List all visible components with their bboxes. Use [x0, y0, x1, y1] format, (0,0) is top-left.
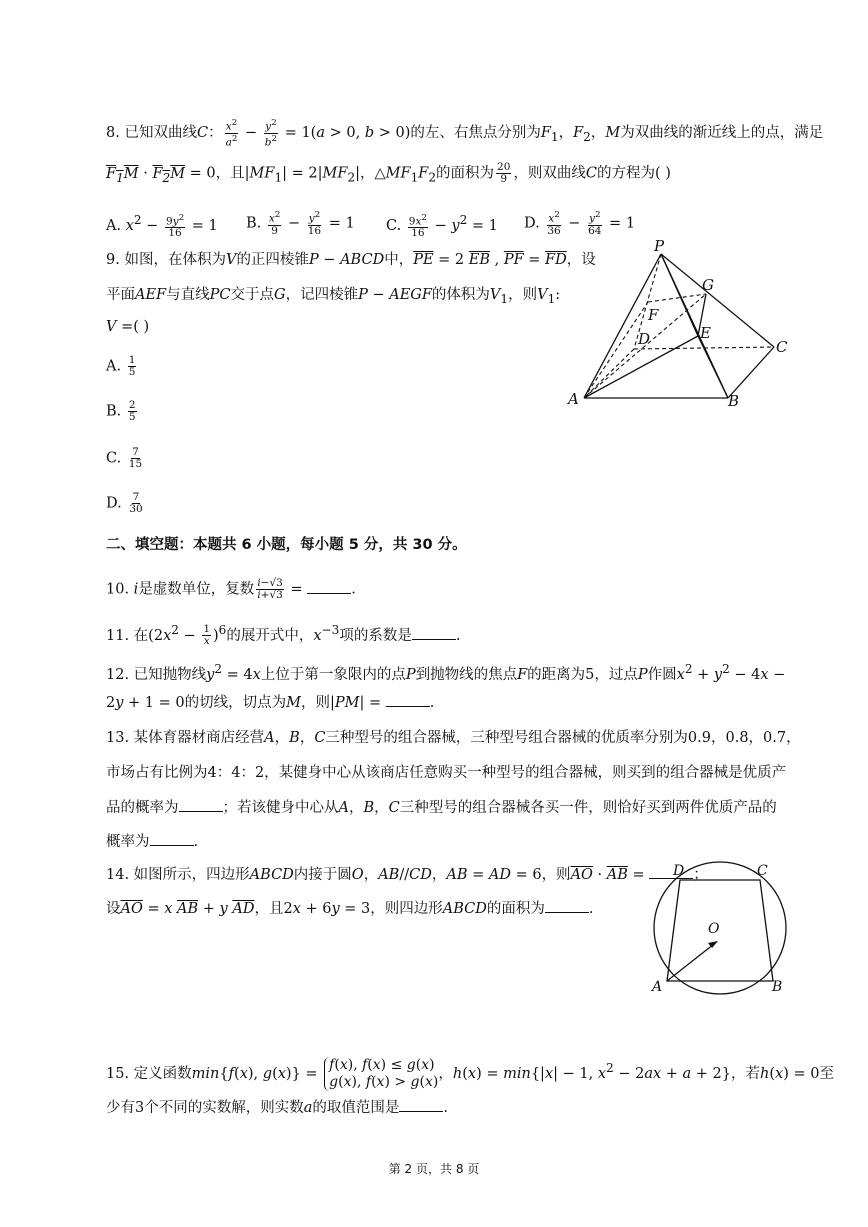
- q8-text-g: 的方程为( ): [597, 165, 671, 182]
- circle-figure: [640, 855, 800, 1005]
- q8-text-e: 的面积为: [436, 165, 495, 182]
- q8-frac-y: $\frac{y^2}{b^2}$: [264, 118, 278, 148]
- pyramid-label-g: G: [702, 276, 714, 294]
- q12-line1: 12. 已知抛物线$y^2 = 4x$上位于第一象限内的点P到抛物线的焦点F的距离为5，过点P作圆$x^2 + y^2 - 4x$ −: [106, 662, 786, 683]
- q13-blank-1[interactable]: [179, 797, 223, 812]
- q13-line3: 品的概率为 ；若该健身中心从A，B，C三种型号的组合器械各买一件，则恰好买到两件优质产品的: [106, 797, 777, 818]
- q13-line2: 市场占有比例为4：4：2，某健身中心从该商店任意购买一种型号的组合器械，则买到的组合器械是优质产: [106, 765, 787, 781]
- circle-label-a: A: [652, 979, 663, 995]
- q14-line1: 14. 如图所示，四边形ABCD内接于圆O，AB//CD，AB = AD = 6，则$\overline{AO} \cdot \overline{AB}$ = ；: [106, 864, 708, 885]
- q9-option-b: B. $\frac{2}{5}$: [106, 399, 136, 423]
- q11-line: 11. 在($2x^2$ − $\frac{1}{x}$ )$^6$的展开式中，$x^{-3}$项的系数是 .: [106, 623, 461, 648]
- q9-line2: 平面AEF与直线PC交于点G，记四棱锥P − AEGF的体积为$V_1$，则$V_1$:: [106, 287, 561, 306]
- pyramid-label-a: A: [568, 390, 579, 408]
- q12-blank[interactable]: [386, 692, 430, 707]
- q8-number: 8. 已知双曲线: [106, 125, 197, 141]
- q8-text-f: ，则双曲线: [513, 165, 586, 182]
- pyramid-label-p: P: [654, 240, 665, 255]
- q8-option-d: D. $\frac{x^2}{36}$ − $\frac{y^2}{64}$ = 1: [524, 210, 636, 237]
- page-footer: 第 2 页，共 8 页: [388, 1162, 480, 1176]
- circle-label-o: O: [708, 921, 720, 937]
- q9-option-a: A. $\frac{1}{5}$: [106, 354, 136, 378]
- q8-text-b: 为双曲线的渐近线上的点，满足: [620, 125, 824, 141]
- pyramid-label-c: C: [776, 338, 788, 356]
- circle-label-d: D: [673, 863, 685, 879]
- q8-text-d: ，△: [360, 165, 386, 182]
- q15-line2: 少有3个不同的实数解，则实数a的取值范围是 .: [106, 1097, 448, 1118]
- q14-line2: 设$\overline{AO} = x$ $\overline{AB} + y$ $\overline{AD}$，且2x + 6y = 3，则四边形ABCD的面积为 .: [106, 898, 594, 919]
- piecewise-brace: f(x), f(x) ≤ g(x) g(x), f(x) > g(x): [324, 1057, 438, 1091]
- q9-option-c: C. $\frac{7}{15}$: [106, 446, 143, 470]
- section-heading: 二、填空题：本题共 6 小题，每小题 5 分，共 30 分。: [106, 537, 467, 553]
- q14-blank-2[interactable]: [545, 898, 589, 913]
- q8-line1: 8. 已知双曲线C： $\frac{x^2}{a^2}$ − $\frac{y^2}{b^2}$ = 1(a > 0, b > 0)的左、右焦点分别为$F_1$，$F_2$，M为双曲线的渐近线上的点，满足: [106, 118, 824, 148]
- q10-blank[interactable]: [307, 579, 351, 594]
- q8-option-a: A. $x^2$ − $\frac{9y^2}{16}$ = 1: [106, 212, 218, 240]
- q15-line1: 15. 定义函数min{f(x), g(x)} = f(x), f(x) ≤ g(x) g(x), f(x) > g(x) ，h(x) = min{|x| − 1, $x^2 - 2ax + a + 2$}，若h(x) = 0至: [106, 1057, 834, 1090]
- pyramid-label-e: E: [700, 324, 711, 342]
- q8-area-frac: $\frac{20}{9}$: [497, 161, 511, 185]
- q9-line1: 9. 如图，在体积为V的正四棱锥P − ABCD中，$\overline{PE} = 2$ $\overline{EB}$ , $\overline{PF} = \overline{FD}$，设: [106, 252, 596, 268]
- q10-line: 10. i是虚数单位，复数 $\frac{i-√3}{i+√3}$ = .: [106, 577, 356, 601]
- q13-blank-2[interactable]: [150, 831, 194, 846]
- q13-line1: 13. 某体育器材商店经营A，B，C三种型号的组合器械，三种型号组合器械的优质率分别为0.9，0.8，0.7，: [106, 730, 801, 746]
- q8-text-c: ，且: [215, 165, 245, 182]
- q8-text-a: 的左、右焦点分别为: [410, 125, 541, 141]
- pyramid-figure: [560, 240, 800, 415]
- pyramid-label-d: D: [638, 330, 651, 348]
- q8-line2: $F_1M \cdot F_2M = 0$，且$|MF_1| = 2|MF_2|$，$\triangle MF_1F_2$的面积为 $\frac{20}{9}$ ，则双曲线C的方程为( ): [106, 161, 671, 185]
- pyramid-label-b: B: [728, 392, 740, 410]
- q9-line3: V =( ): [106, 319, 150, 335]
- q8-option-c: C. $\frac{9x^2}{16}$ − $y^2 = 1$: [386, 212, 498, 240]
- circle-label-b: B: [772, 979, 783, 995]
- q11-blank[interactable]: [412, 625, 456, 640]
- q12-line2: 2y + 1 = 0的切线，切点为M，则|PM| = .: [106, 692, 434, 713]
- q8-option-b: B. $\frac{x^2}{9}$ − $\frac{y^2}{16}$ = 1: [246, 210, 355, 237]
- circle-label-c: C: [757, 863, 768, 879]
- q15-blank[interactable]: [399, 1097, 443, 1112]
- pyramid-label-f: F: [648, 306, 659, 324]
- q8-frac-x: $\frac{x^2}{a^2}$: [225, 118, 238, 148]
- q9-option-d: D. $\frac{7}{30}$: [106, 491, 143, 515]
- q13-line4: 概率为 .: [106, 831, 198, 852]
